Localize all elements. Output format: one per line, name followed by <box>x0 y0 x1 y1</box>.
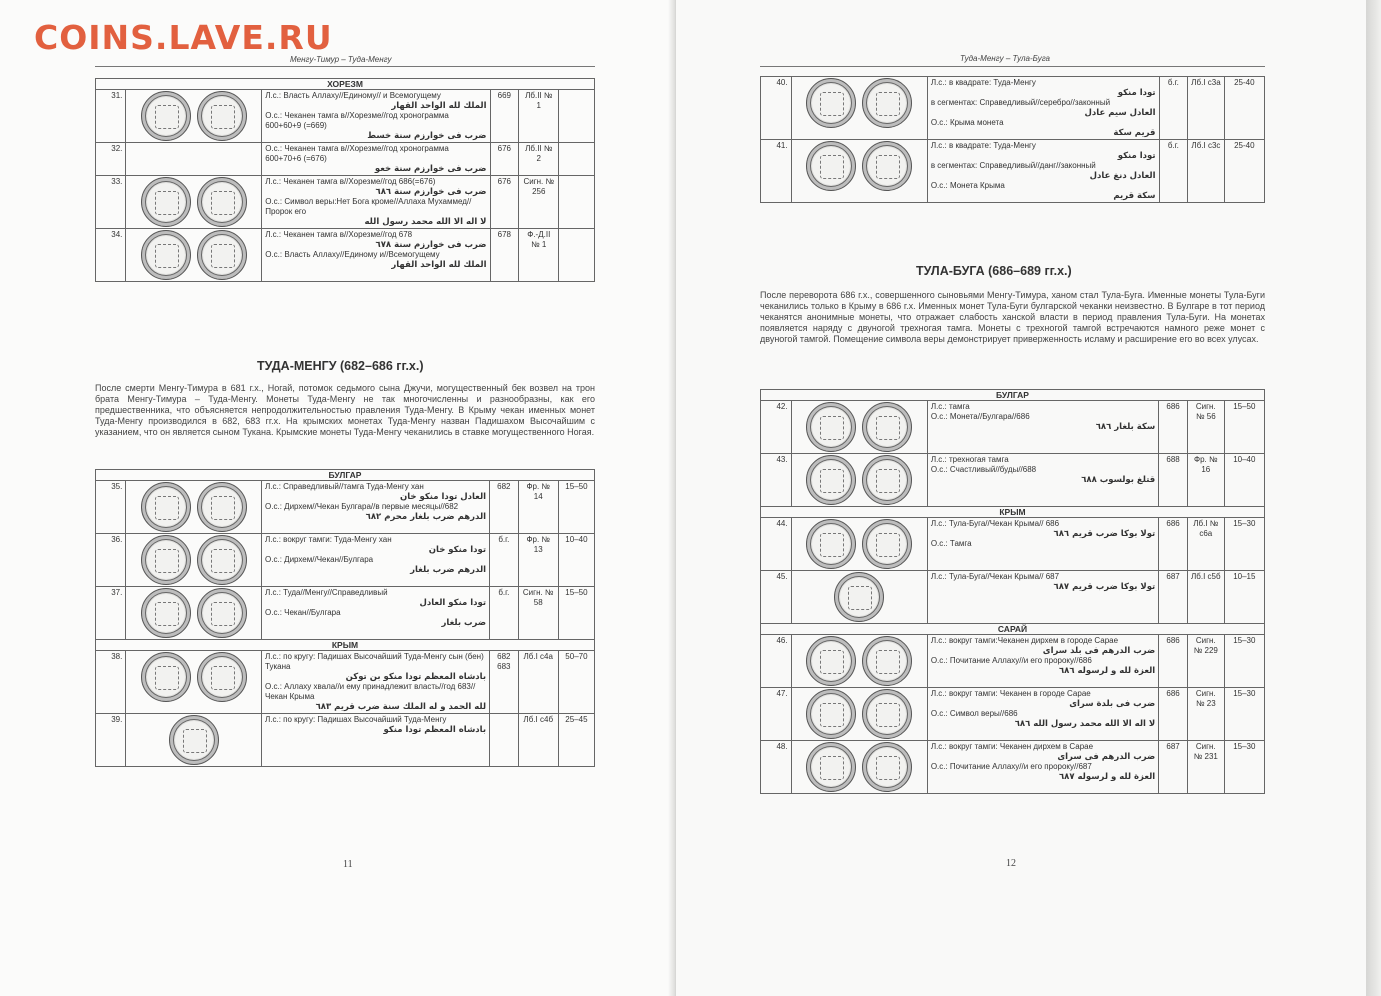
coin-obverse-image <box>806 141 856 191</box>
legend-obverse: Л.с.: Тула-Буга//Чекан Крыма// 686 <box>930 519 1060 528</box>
row-number: 42. <box>761 401 792 454</box>
year-cell: 687 <box>1159 741 1188 794</box>
legend-reverse: О.с.: Монета Крыма <box>930 181 1005 190</box>
coin-reverse-image <box>862 402 912 452</box>
table-tula-buga <box>760 389 1265 794</box>
price-cell: 15–30 <box>1224 518 1264 571</box>
legend-obverse: Л.с.: по кругу: Падишах Высочайший Туда-Менгу <box>265 715 447 724</box>
coin-obverse-image <box>834 572 884 622</box>
year-cell: 682 <box>490 481 519 534</box>
table-row <box>761 77 1265 140</box>
coin-description <box>927 571 1158 624</box>
row-number: 47. <box>761 688 792 741</box>
legend-reverse: О.с.: Чекан//Булгара <box>265 608 341 617</box>
table-row <box>96 143 595 176</box>
coin-description <box>927 140 1159 203</box>
table-row <box>96 714 595 767</box>
legend-reverse: О.с.: Счастливый//буды//688 <box>930 465 1037 474</box>
coin-images <box>126 229 262 282</box>
year-cell: 682 683 <box>490 651 519 714</box>
legend-reverse: О.с.: Власть Аллаху//Единому и//Всемогущему <box>265 250 440 259</box>
coin-images <box>791 518 927 571</box>
table-row <box>761 140 1265 203</box>
legend-obverse: Л.с.: Туда//Менгу//Справедливый <box>265 588 388 597</box>
catalog-cell: Сигн. № 256 <box>519 176 559 229</box>
legend-reverse: О.с.: Чеканен тамга в//Хорезме//год хронограмма 600+70+6 (=676) <box>265 144 449 163</box>
coin-description <box>262 176 490 229</box>
catalog-cell: Лб.II № 2 <box>519 143 559 176</box>
coin-reverse-image <box>197 177 247 227</box>
page-edge <box>1366 0 1381 996</box>
price-cell: 10–15 <box>1224 571 1264 624</box>
legend-obverse: Л.с.: в квадрате: Туда-Менгу <box>930 141 1036 150</box>
coin-description <box>927 401 1158 454</box>
coin-description <box>262 651 490 714</box>
coin-images <box>791 454 927 507</box>
price-cell: 50–70 <box>558 651 594 714</box>
coin-images <box>126 534 262 587</box>
coin-reverse-image <box>862 636 912 686</box>
price-cell: 15–50 <box>558 481 594 534</box>
section-saray: САРАЙ <box>761 624 1265 635</box>
legend-obverse-arabic: العادل تودا منكو خان <box>399 492 487 502</box>
table-row <box>96 90 595 143</box>
year-cell: б.г. <box>1159 140 1188 203</box>
legend-obverse-arabic: ضرب فى خوارزم سنة ٦٧٨ <box>375 240 487 250</box>
coin-obverse-image <box>169 715 219 765</box>
price-cell: 25-40 <box>1224 140 1264 203</box>
table-row <box>761 741 1265 794</box>
legend-obverse: Л.с.: Власть Аллаху//Единому// и Всемогущему <box>265 91 441 100</box>
header-rule-right <box>760 66 1265 67</box>
coin-obverse-image <box>141 535 191 585</box>
legend-reverse: О.с.: Крыма монета <box>930 118 1004 127</box>
year-cell: 669 <box>490 90 519 143</box>
row-number: 43. <box>761 454 792 507</box>
legend-reverse-arabic: لله الحمد و له الملك سنة ضرب قريم ٦٨٣ <box>315 702 487 712</box>
coin-images <box>791 140 927 203</box>
row-number: 45. <box>761 571 792 624</box>
price-cell <box>559 176 595 229</box>
coin-reverse-image <box>197 230 247 280</box>
coin-reverse-image <box>862 141 912 191</box>
table-row <box>96 651 595 714</box>
year-cell: 678 <box>490 229 519 282</box>
year-cell: б.г. <box>490 534 519 587</box>
year-cell: 686 <box>1159 688 1188 741</box>
coin-obverse-image <box>806 402 856 452</box>
site-watermark: COINS.LAVE.RU <box>34 18 333 57</box>
legend-obverse-arabic: تودا منكو العادل <box>419 598 487 608</box>
coin-images <box>126 587 262 640</box>
coin-images <box>126 90 262 143</box>
year-cell: 686 <box>1159 401 1188 454</box>
coin-reverse-image <box>197 482 247 532</box>
catalog-cell: Лб.I с4б <box>518 714 558 767</box>
year-cell <box>490 714 519 767</box>
catalog-cell: Сигн. № 23 <box>1187 688 1224 741</box>
row-number: 32. <box>96 143 126 176</box>
legend-obverse: Л.с.: вокруг тамги: Чеканен в городе Сарае <box>930 689 1091 698</box>
legend-segments-arabic: العادل سيم عادل <box>1084 108 1156 118</box>
coin-obverse-image <box>806 689 856 739</box>
table-row <box>761 635 1265 688</box>
price-cell: 15–30 <box>1224 741 1264 794</box>
legend-obverse-arabic: تولا بوكا ضرب قريم ٦٨٦ <box>1053 529 1156 539</box>
table-row <box>761 518 1265 571</box>
legend-obverse-arabic: ضرب الدرهم فى سراى <box>1057 752 1156 762</box>
row-number: 31. <box>96 90 126 143</box>
legend-obverse: Л.с.: Чеканен тамга в//Хорезме//год 686(=676) <box>265 177 436 186</box>
coin-reverse-image <box>862 78 912 128</box>
coin-description <box>262 534 490 587</box>
catalog-cell: Сигн. № 229 <box>1187 635 1224 688</box>
coin-obverse-image <box>806 636 856 686</box>
catalog-cell: Лб.I с4а <box>518 651 558 714</box>
row-number: 38. <box>96 651 126 714</box>
catalog-cell: Ф.-Д.II № 1 <box>519 229 559 282</box>
legend-obverse-arabic: تودا منكو <box>1117 88 1156 98</box>
price-cell <box>559 90 595 143</box>
catalog-cell: Фр. № 13 <box>518 534 558 587</box>
price-cell <box>559 143 595 176</box>
right-page <box>676 0 1366 996</box>
coin-images <box>791 741 927 794</box>
coin-description <box>262 143 490 176</box>
legend-reverse-arabic: الملك لله الواحد القهار <box>391 260 487 270</box>
legend-obverse: Л.с.: вокруг тамги:Чеканен дирхем в городе Сарае <box>930 636 1119 645</box>
coin-description <box>262 90 490 143</box>
price-cell: 15–50 <box>558 587 594 640</box>
left-page <box>0 0 676 996</box>
page-number-right: 12 <box>1006 858 1016 869</box>
intro-paragraph-tuda-mengu: После смерти Менгу-Тимура в 681 г.х., Ногай, потомок седьмого сына Джучи, могущественный бек возвел на трон брата Менгу-Тимура – Туда-Менгу. Монеты Туда-Менгу не так многочисленны и разнообразны, как его предшественника, что объясняется непродолжительностью правления Туда-Менгу. В Крыму чекан именных монет Туда-Менгу производился в 682, 683 гг.х. На крымских монетах Туда-Менгу назван Падишахом Высочайшим с указанием, что он является сыном Тукана. Крымские монеты Туда-Менгу чеканились в ставке могущественного Ногая. <box>95 383 595 437</box>
coin-images <box>126 714 262 767</box>
row-number: 44. <box>761 518 792 571</box>
year-cell: 688 <box>1159 454 1188 507</box>
coin-images <box>791 635 927 688</box>
catalog-cell: Лб.II № 1 <box>519 90 559 143</box>
legend-obverse-arabic: تولا بوكا ضرب قريم ٦٨٧ <box>1053 582 1156 592</box>
table-row <box>761 688 1265 741</box>
year-cell: б.г. <box>490 587 519 640</box>
legend-obverse: Л.с.: Чеканен тамга в//Хорезме//год 678 <box>265 230 413 239</box>
section-heading-tula-buga: ТУЛА-БУГА (686–689 гг.х.) <box>916 264 1072 278</box>
year-cell: 676 <box>490 143 519 176</box>
legend-obverse: Л.с.: тамга <box>930 402 970 411</box>
coin-obverse-image <box>141 588 191 638</box>
table-row <box>761 454 1265 507</box>
legend-reverse: О.с.: Аллаху хвала//и ему принадлежит власть//год 683//Чекан Крыма <box>265 682 476 701</box>
row-number: 48. <box>761 741 792 794</box>
catalog-cell: Сигн. № 56 <box>1187 401 1224 454</box>
legend-obverse-arabic: ضرب فى خوارزم سنة ٦٨٦ <box>375 187 487 197</box>
legend-reverse-arabic: سكة بلغار ٦٨٦ <box>1095 422 1156 432</box>
legend-obverse-arabic: الملك لله الواحد القهار <box>391 101 487 111</box>
section-krym: КРЫМ <box>761 507 1265 518</box>
table-row <box>96 176 595 229</box>
coin-obverse-image <box>806 519 856 569</box>
coin-reverse-image <box>862 742 912 792</box>
legend-reverse-arabic: ضرب بلغار <box>441 618 487 628</box>
catalog-cell: Лб.I с5б <box>1187 571 1224 624</box>
coin-reverse-image <box>197 588 247 638</box>
catalog-cell: Сигн. № 231 <box>1187 741 1224 794</box>
coin-images <box>791 688 927 741</box>
table-tuda-mengu-continued <box>760 76 1265 203</box>
legend-reverse-arabic: ضرب فى خوارزم سنة خسط <box>367 131 487 141</box>
price-cell: 10–40 <box>558 534 594 587</box>
coin-obverse-image <box>141 230 191 280</box>
coin-description <box>927 688 1158 741</box>
coin-images <box>126 651 262 714</box>
running-head-right: Туда-Менгу – Тула-Буга <box>960 54 1051 63</box>
year-cell: б.г. <box>1159 77 1188 140</box>
legend-reverse: О.с.: Почитание Аллаху//и его пророку//686 <box>930 656 1092 665</box>
coin-description <box>262 481 490 534</box>
coin-images <box>126 176 262 229</box>
legend-obverse-arabic: بادشاه المعظم تودا منكو <box>383 725 487 735</box>
header-rule-left <box>95 66 595 67</box>
price-cell: 15–30 <box>1224 688 1264 741</box>
legend-reverse-arabic: العزة لله و لرسوله ٦٨٦ <box>1058 666 1156 676</box>
coin-obverse-image <box>806 455 856 505</box>
legend-reverse: О.с.: Тамга <box>930 539 972 548</box>
coin-obverse-image <box>806 78 856 128</box>
row-number: 39. <box>96 714 126 767</box>
table-row <box>761 401 1265 454</box>
legend-obverse: Л.с.: Тула-Буга//Чекан Крыма// 687 <box>930 572 1060 581</box>
legend-segments: в сегментах: Справедливый//данг//законный <box>930 161 1096 170</box>
catalog-cell: Лб.I № с6а <box>1187 518 1224 571</box>
legend-reverse-arabic: سكة قريم <box>1113 191 1156 201</box>
coin-reverse-image <box>197 535 247 585</box>
coin-reverse-image <box>197 652 247 702</box>
legend-obverse: Л.с.: Справедливый//тамга Туда-Менгу хан <box>265 482 424 491</box>
catalog-cell: Фр. № 16 <box>1187 454 1224 507</box>
legend-reverse: О.с.: Монета//Булгара//686 <box>930 412 1030 421</box>
table-row <box>761 571 1265 624</box>
year-cell: 687 <box>1159 571 1188 624</box>
year-cell: 686 <box>1159 635 1188 688</box>
catalog-cell: Лб.I с3с <box>1188 140 1225 203</box>
legend-reverse: О.с.: Чеканен тамга в//Хорезме//год хронограмма 600+60+9 (=669) <box>265 111 449 130</box>
catalog-cell: Лб.I с3а <box>1188 77 1225 140</box>
price-cell: 10–40 <box>1224 454 1264 507</box>
catalog-cell: Фр. № 14 <box>518 481 558 534</box>
coin-reverse-image <box>197 91 247 141</box>
legend-obverse-arabic: تودا منكو خان <box>428 545 487 555</box>
legend-reverse-arabic: لا اله الا الله محمد رسول الله <box>364 217 487 227</box>
legend-obverse: Л.с.: вокруг тамги: Чеканен дирхем в Сарае <box>930 742 1094 751</box>
legend-reverse-arabic: قتلغ بولسوب ٦٨٨ <box>1081 475 1156 485</box>
coin-obverse-image <box>806 742 856 792</box>
coin-description <box>927 454 1158 507</box>
row-number: 33. <box>96 176 126 229</box>
table-row <box>96 587 595 640</box>
row-number: 36. <box>96 534 126 587</box>
coin-reverse-image <box>862 455 912 505</box>
price-cell <box>559 229 595 282</box>
coin-description <box>927 635 1158 688</box>
legend-reverse-arabic: ضرب فى خوارزم سنة خعو <box>374 164 487 174</box>
legend-obverse: Л.с.: в квадрате: Туда-Менгу <box>930 78 1036 87</box>
price-cell: 25–45 <box>558 714 594 767</box>
legend-segments: в сегментах: Справедливый//серебро//законный <box>930 98 1111 107</box>
price-cell: 15–50 <box>1224 401 1264 454</box>
coin-description <box>927 77 1159 140</box>
legend-reverse-arabic: العزة لله و لرسوله ٦٨٧ <box>1058 772 1156 782</box>
row-number: 34. <box>96 229 126 282</box>
coin-obverse-image <box>141 91 191 141</box>
row-number: 35. <box>96 481 126 534</box>
section-bulgar: БУЛГАР <box>761 390 1265 401</box>
coin-reverse-image <box>862 689 912 739</box>
legend-obverse: Л.с.: трехногая тамга <box>930 455 1009 464</box>
legend-obverse: Л.с.: по кругу: Падишах Высочайший Туда-Менгу сын (бен) Тукана <box>265 652 484 671</box>
legend-segments-arabic: العادل دنغ عادل <box>1089 171 1156 181</box>
year-cell: 686 <box>1159 518 1188 571</box>
intro-paragraph-tula-buga: После переворота 686 г.х., совершенного сыновьями Менгу-Тимура, ханом стал Тула-Буга. Именные монеты Тула-Буги чеканились только в Крыму в 686 г.х. Именных монет Тула-Буги булгарской чеканки неизвестно. В Булгаре в тот период чеканятся анонимные монеты, что отражает слабость ханской власти в период правления Тула-Буги. На монетах появляется наряду с двуногой трехногая тамга. Монеты с трехногой тамгой встречаются намного реже монет с двуногой тамгой. Помещение символа веры демонстрирует приверженность исламу и расширение его во всех улусах. <box>760 290 1265 344</box>
row-number: 40. <box>761 77 792 140</box>
table-row <box>96 481 595 534</box>
legend-obverse-arabic: تودا منكو <box>1117 151 1156 161</box>
legend-reverse: О.с.: Символ веры:Нет Бога кроме//Аллаха Мухаммед//Пророк его <box>265 197 472 216</box>
table-row <box>96 229 595 282</box>
section-khorezm: ХОРЕЗМ <box>96 79 595 90</box>
running-head-left: Менгу-Тимур – Туда-Менгу <box>290 55 392 64</box>
legend-reverse-arabic: الدرهم ضرب بلغار محرم ٦٨٢ <box>365 512 487 522</box>
legend-reverse-arabic: قريم سكة <box>1113 128 1156 138</box>
legend-obverse-arabic: ضرب الدرهم فى بلد سراى <box>1042 646 1156 656</box>
legend-reverse-arabic: الدرهم ضرب بلغار <box>410 565 487 575</box>
legend-reverse: О.с.: Дирхем//Чекан Булгара//в первые месяцы//682 <box>265 502 459 511</box>
row-number: 41. <box>761 140 792 203</box>
year-cell: 676 <box>490 176 519 229</box>
legend-obverse-arabic: بادشاه المعظم تودا منكو بن توكن <box>345 672 487 682</box>
coin-description <box>262 714 490 767</box>
legend-reverse-arabic: لا اله الا الله محمد رسول الله ٦٨٦ <box>1014 719 1156 729</box>
row-number: 37. <box>96 587 126 640</box>
coin-description <box>262 587 490 640</box>
price-cell: 25-40 <box>1224 77 1264 140</box>
section-krym: КРЫМ <box>96 640 595 651</box>
coin-description <box>927 518 1158 571</box>
coin-description <box>262 229 490 282</box>
coin-images <box>791 571 927 624</box>
coin-description <box>927 741 1158 794</box>
coin-obverse-image <box>141 652 191 702</box>
coin-obverse-image <box>141 177 191 227</box>
table-tuda-mengu <box>95 469 595 767</box>
coin-images <box>126 481 262 534</box>
legend-reverse: О.с.: Символ веры//686 <box>930 709 1018 718</box>
section-bulgar: БУЛГАР <box>96 470 595 481</box>
coin-images <box>791 401 927 454</box>
legend-obverse-arabic: ضرب فى بلدة سراى <box>1069 699 1156 709</box>
coin-images <box>791 77 927 140</box>
coin-reverse-image <box>862 519 912 569</box>
table-khorezm <box>95 78 595 282</box>
page-number-left: 11 <box>343 859 353 870</box>
legend-obverse: Л.с.: вокруг тамги: Туда-Менгу хан <box>265 535 392 544</box>
coin-images <box>126 143 262 176</box>
table-row <box>96 534 595 587</box>
price-cell: 15–30 <box>1224 635 1264 688</box>
row-number: 46. <box>761 635 792 688</box>
legend-reverse: О.с.: Почитание Аллаху//и его пророку//687 <box>930 762 1092 771</box>
legend-reverse: О.с.: Дирхем//Чекан//Булгара <box>265 555 374 564</box>
section-heading-tuda-mengu: ТУДА-МЕНГУ (682–686 гг.х.) <box>257 359 424 373</box>
coin-obverse-image <box>141 482 191 532</box>
catalog-cell: Сигн. № 58 <box>518 587 558 640</box>
